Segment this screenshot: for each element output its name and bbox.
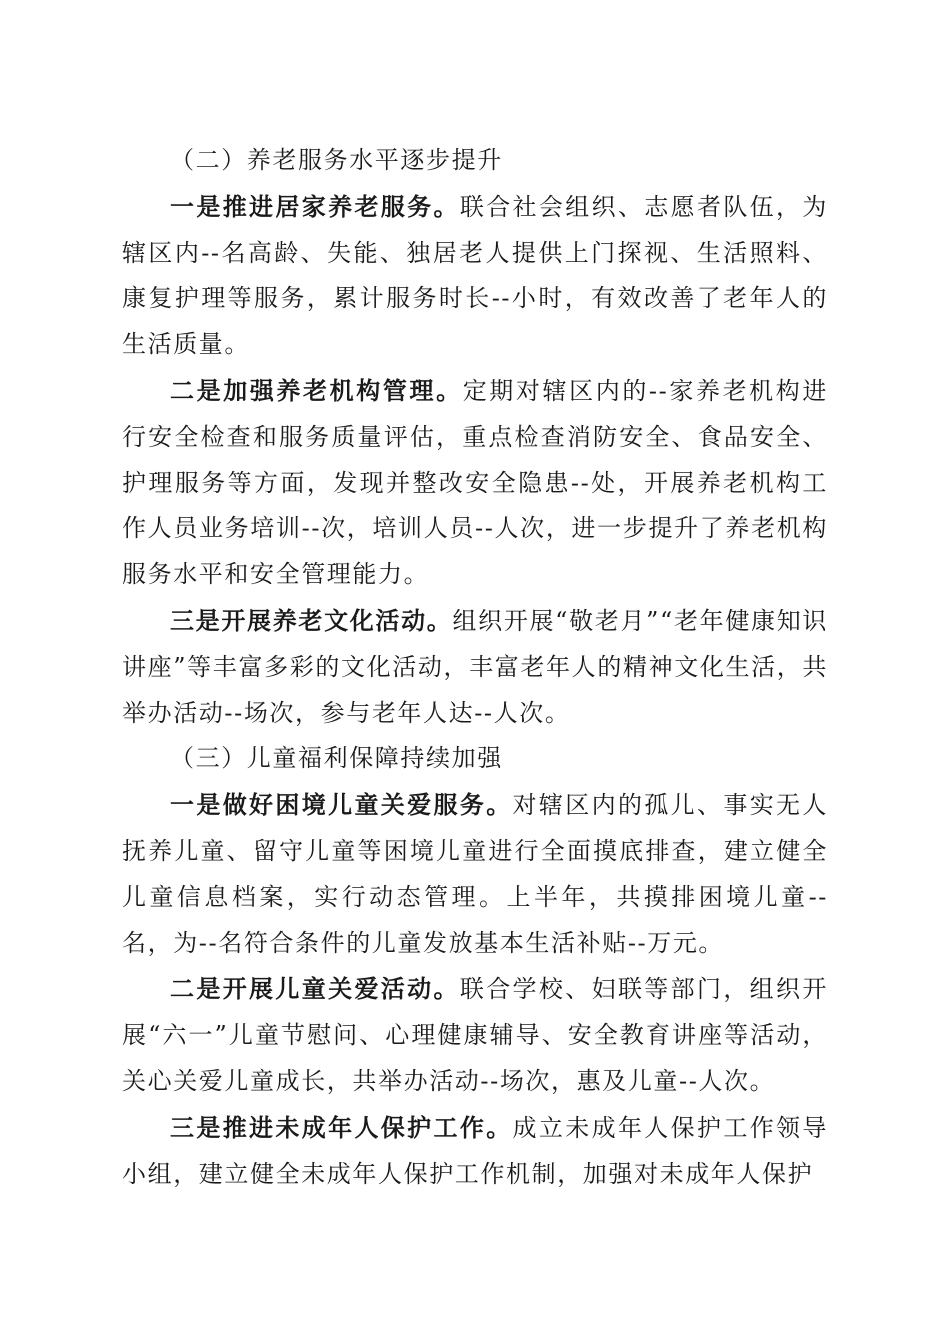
section-heading: （三）儿童福利保障持续加强 <box>170 744 503 773</box>
paragraph-body: 联合社会组织、志愿者队伍，为辖区内--名高龄、失能、独居老人提供上门探视、生活照料、康复护理等服务，累计服务时长--小时，有效改善了老年人的生活质量。 <box>122 192 828 359</box>
section-elderly-services <box>122 138 828 736</box>
paragraph <box>122 1105 828 1198</box>
paragraph-lead: 一是推进居家养老服务。 <box>170 191 460 221</box>
paragraph-lead: 一是做好困境儿童关爱服务。 <box>170 790 513 820</box>
paragraph-body: 联合学校、妇联等部门，组织开展“六一”儿童节慰问、心理健康辅导、安全教育讲座等活动，关心关爱儿童成长，共举办活动--场次，惠及儿童--人次。 <box>122 975 828 1095</box>
section-child-welfare <box>122 736 828 1197</box>
paragraph-lead: 二是开展儿童关爱活动。 <box>170 974 460 1004</box>
paragraph-lead: 二是加强养老机构管理。 <box>170 375 463 405</box>
paragraph-body: 对辖区内的孤儿、事实无人抚养儿童、留守儿童等困境儿童进行全面摸底排查，建立健全儿童信息档案，实行动态管理。上半年，共摸排困境儿童--名，为--名符合条件的儿童发放基本生活补贴--万元。 <box>122 791 828 957</box>
paragraph-body: 成立未成年人保护工作领导小组，建立健全未成年人保护工作机制，加强对未成年人保护 <box>122 1113 828 1188</box>
paragraph <box>122 598 828 736</box>
paragraph-body: 组织开展“敬老月”“老年健康知识讲座”等丰富多彩的文化活动，丰富老年人的精神文化生活，共举办活动--场次，参与老年人达--人次。 <box>122 606 828 727</box>
document-body <box>122 138 828 1197</box>
paragraph-lead: 三是开展养老文化活动。 <box>170 605 453 635</box>
paragraph <box>122 184 828 368</box>
paragraph-lead: 三是推进未成年人保护工作。 <box>170 1112 513 1142</box>
section-heading: （二）养老服务水平逐步提升 <box>170 146 503 174</box>
paragraph <box>122 966 828 1104</box>
paragraph <box>122 368 828 598</box>
paragraph <box>122 782 828 966</box>
paragraph-body: 定期对辖区内的--家养老机构进行安全检查和服务质量评估，重点检查消防安全、食品安全、护理服务等方面，发现并整改安全隐患--处，开展养老机构工作人员业务培训--次，培训人员--人次，进一步提升了养老机构服务水平和安全管理能力。 <box>122 376 828 589</box>
